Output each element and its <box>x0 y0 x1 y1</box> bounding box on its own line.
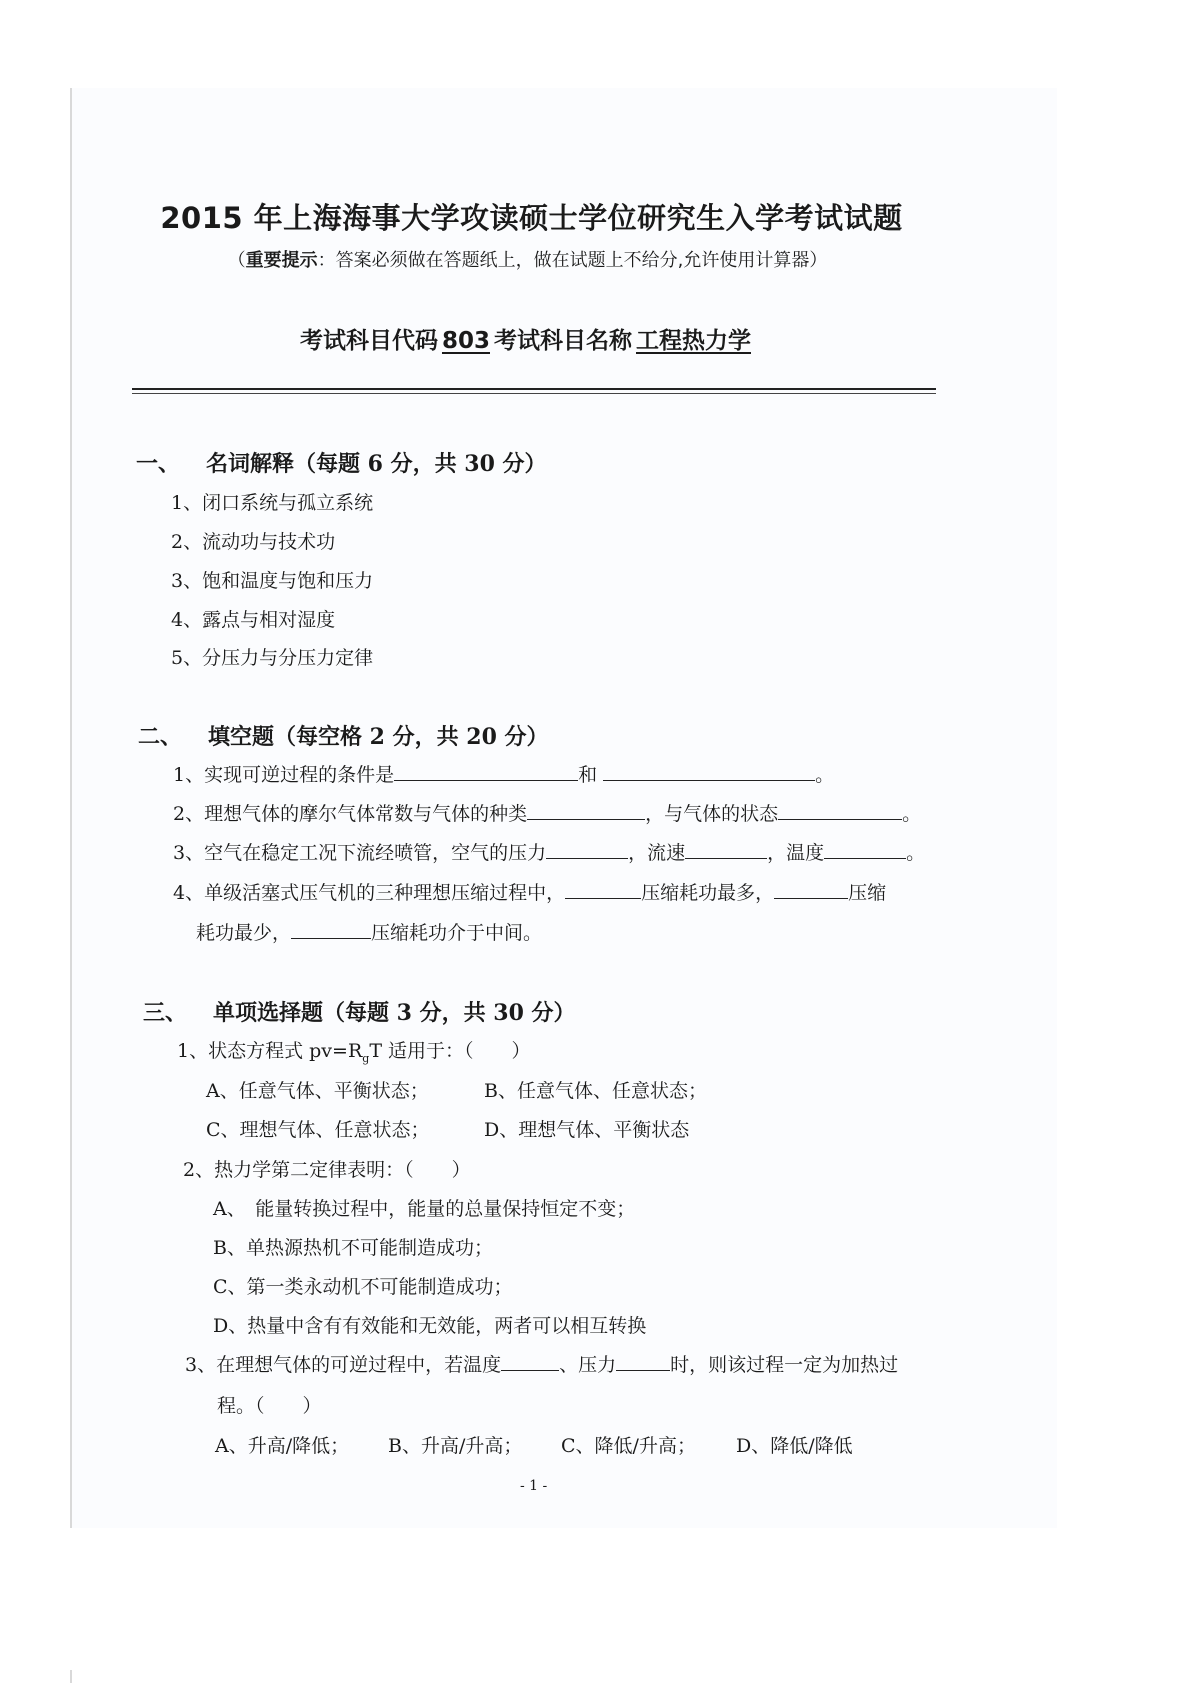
section-1-number: 一、 <box>136 451 181 477</box>
choice-question-2: 2、热力学第二定律表明：（ ） <box>183 1159 471 1181</box>
section-2-number: 二、 <box>138 724 183 750</box>
section-1-title: 名词解释（每题 6 分，共 30 分） <box>206 451 547 477</box>
answer-blank <box>565 880 641 899</box>
section-2-title: 填空题（每空格 2 分，共 20 分） <box>208 724 549 750</box>
answer-blank <box>501 1352 559 1371</box>
scan-edge-lower <box>70 1670 72 1683</box>
exam-title: 2015 年上海海事大学攻读硕士学位研究生入学考试试题 <box>160 201 903 235</box>
section-1-item: 4、露点与相对湿度 <box>171 609 336 631</box>
notice-bold: 重要提示 <box>245 250 318 271</box>
choice-option: D、降低/降低 <box>736 1435 853 1457</box>
answer-blank <box>685 840 767 859</box>
fill-question-2: 2、理想气体的摩尔气体常数与气体的种类 ，与气体的状态 。 <box>173 803 922 825</box>
choice-option: B、升高/升高； <box>388 1435 523 1457</box>
section-1-heading <box>136 447 547 478</box>
fill-question-1: 1、实现可逆过程的条件是 和 。 <box>173 764 835 786</box>
notice-text: ：答案必须做在答题纸上，做在试题上不给分,允许使用计算器） <box>317 250 828 271</box>
answer-blank <box>546 840 628 859</box>
section-3-number: 三、 <box>143 1000 188 1026</box>
fill-question-4: 4、单级活塞式压气机的三种理想压缩过程中， 压缩耗功最多， 压缩 <box>173 882 887 904</box>
answer-blank <box>394 762 578 781</box>
subject-code: 803 <box>441 328 490 354</box>
exam-notice <box>0 246 1055 272</box>
answer-blank <box>616 1352 670 1371</box>
scan-edge <box>70 88 72 1528</box>
choice-option: D、热量中含有有效能和无效能，两者可以相互转换 <box>213 1315 647 1337</box>
choice-option: A、 能量转换过程中，能量的总量保持恒定不变； <box>213 1198 636 1220</box>
divider-thin <box>132 393 936 394</box>
subject-name-label: 考试科目名称 <box>494 328 632 354</box>
choice-option: D、理想气体、平衡状态 <box>484 1119 690 1141</box>
fill-question-3: 3、空气在稳定工况下流经喷管，空气的压力 ，流速 ，温度 。 <box>173 842 926 864</box>
answer-blank <box>603 762 815 781</box>
choice-option: B、单热源热机不可能制造成功； <box>213 1237 493 1259</box>
section-3-title: 单项选择题（每题 3 分，共 30 分） <box>213 1000 576 1026</box>
choice-option: C、理想气体、任意状态； <box>206 1119 430 1141</box>
subject-line <box>0 322 1055 355</box>
divider-thick <box>132 388 936 390</box>
choice-option: B、任意气体、任意状态； <box>484 1080 707 1102</box>
section-2-heading <box>138 720 549 751</box>
section-1-item: 1、闭口系统与孤立系统 <box>171 492 374 514</box>
answer-blank <box>527 801 645 820</box>
section-1-item: 3、饱和温度与饱和压力 <box>171 570 374 592</box>
subject-name: 工程热力学 <box>636 328 751 354</box>
choice-option: C、第一类永动机不可能制造成功； <box>213 1276 513 1298</box>
answer-blank <box>824 840 906 859</box>
choice-option: A、任意气体、平衡状态； <box>206 1080 429 1102</box>
section-3-heading <box>143 996 576 1027</box>
notice-open: （ <box>227 250 246 271</box>
fill-question-4-cont: 耗功最少， 压缩耗功介于中间。 <box>196 922 543 944</box>
choice-question-1: 1、状态方程式 $pv=R_gT$ 适用于：（ ） <box>177 1040 531 1065</box>
section-1-item: 5、分压力与分压力定律 <box>171 647 374 669</box>
answer-blank <box>774 880 848 899</box>
choice-question-3: 3、在理想气体的可逆过程中，若温度 、压力 时，则该过程一定为加热过 <box>185 1354 899 1376</box>
answer-blank <box>778 801 902 820</box>
subject-code-label: 考试科目代码 <box>299 328 438 354</box>
choice-option: C、降低/升高； <box>561 1435 696 1457</box>
choice-question-3-cont: 程。（ ） <box>217 1395 322 1417</box>
answer-blank <box>291 920 371 939</box>
section-1-item: 2、流动功与技术功 <box>171 531 336 553</box>
choice-option: A、升高/降低； <box>215 1435 350 1457</box>
page-number: - 1 - <box>520 1478 548 1494</box>
